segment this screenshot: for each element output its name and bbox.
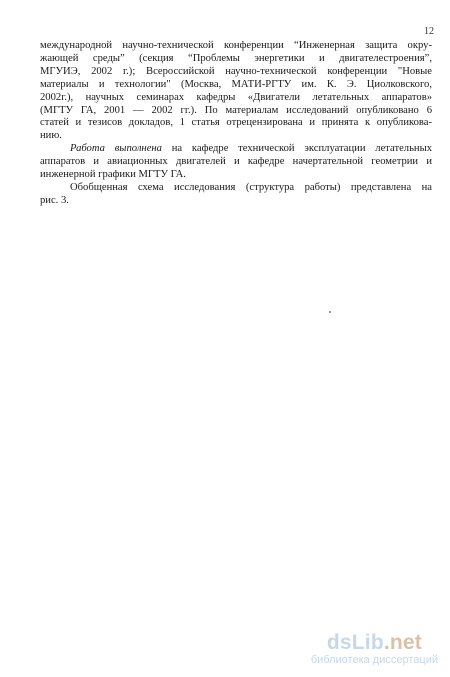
dslib-watermark	[311, 632, 438, 667]
text-fragment: на кафедре технической эксплуатации летательных	[161, 143, 432, 155]
text-line: 2002г.), научных семинарах кафедры «Двигатели летательных аппаратов»	[40, 91, 432, 103]
text-line: нию.	[40, 130, 62, 142]
logo-part-lib: Lib	[351, 631, 384, 654]
text-line: МГУИЭ, 2002 г.); Всероссийской научно-технической конференции "Новые	[40, 65, 432, 77]
text-line: Обобщенная схема исследования (структура работы) представлена на	[70, 181, 432, 193]
text-line: рис. 3.	[40, 194, 69, 206]
watermark-tagline: библиотека диссертаций	[310, 654, 438, 666]
scan-speck	[329, 311, 331, 313]
dslib-logo	[311, 632, 438, 654]
text-line: статей и тезисов докладов, 1 статья отрецензирована и принята к опубликова-	[40, 117, 432, 129]
emphasis-work-done: Работа выполнена	[70, 143, 162, 155]
document-body	[40, 40, 432, 208]
text-line: жающей среды” (секция “Проблемы энергетики и двигателестроения”,	[40, 52, 432, 64]
text-line	[40, 143, 432, 156]
logo-part-ds: ds	[326, 631, 352, 654]
paragraph-structure	[40, 182, 432, 208]
page-number: 12	[424, 26, 434, 37]
text-line: (МГТУ ГА, 2001 — 2002 гг.). По материалам исследований опубликовано 6	[40, 104, 432, 116]
text-line: международной научно-технической конференции “Инженерная защита окру-	[40, 40, 432, 51]
text-line: аппаратов и авиационных двигателей и кафедре начертательной геометрии и	[40, 156, 432, 168]
logo-part-net: .net	[383, 631, 422, 654]
paragraph-work-done	[40, 143, 432, 182]
paragraph-conferences	[40, 40, 432, 143]
text-line: инженерной графики МГТУ ГА.	[40, 169, 186, 181]
text-line: материалы и технологии" (Москва, МАТИ-РГТУ им. К. Э. Циолковского,	[40, 78, 432, 90]
